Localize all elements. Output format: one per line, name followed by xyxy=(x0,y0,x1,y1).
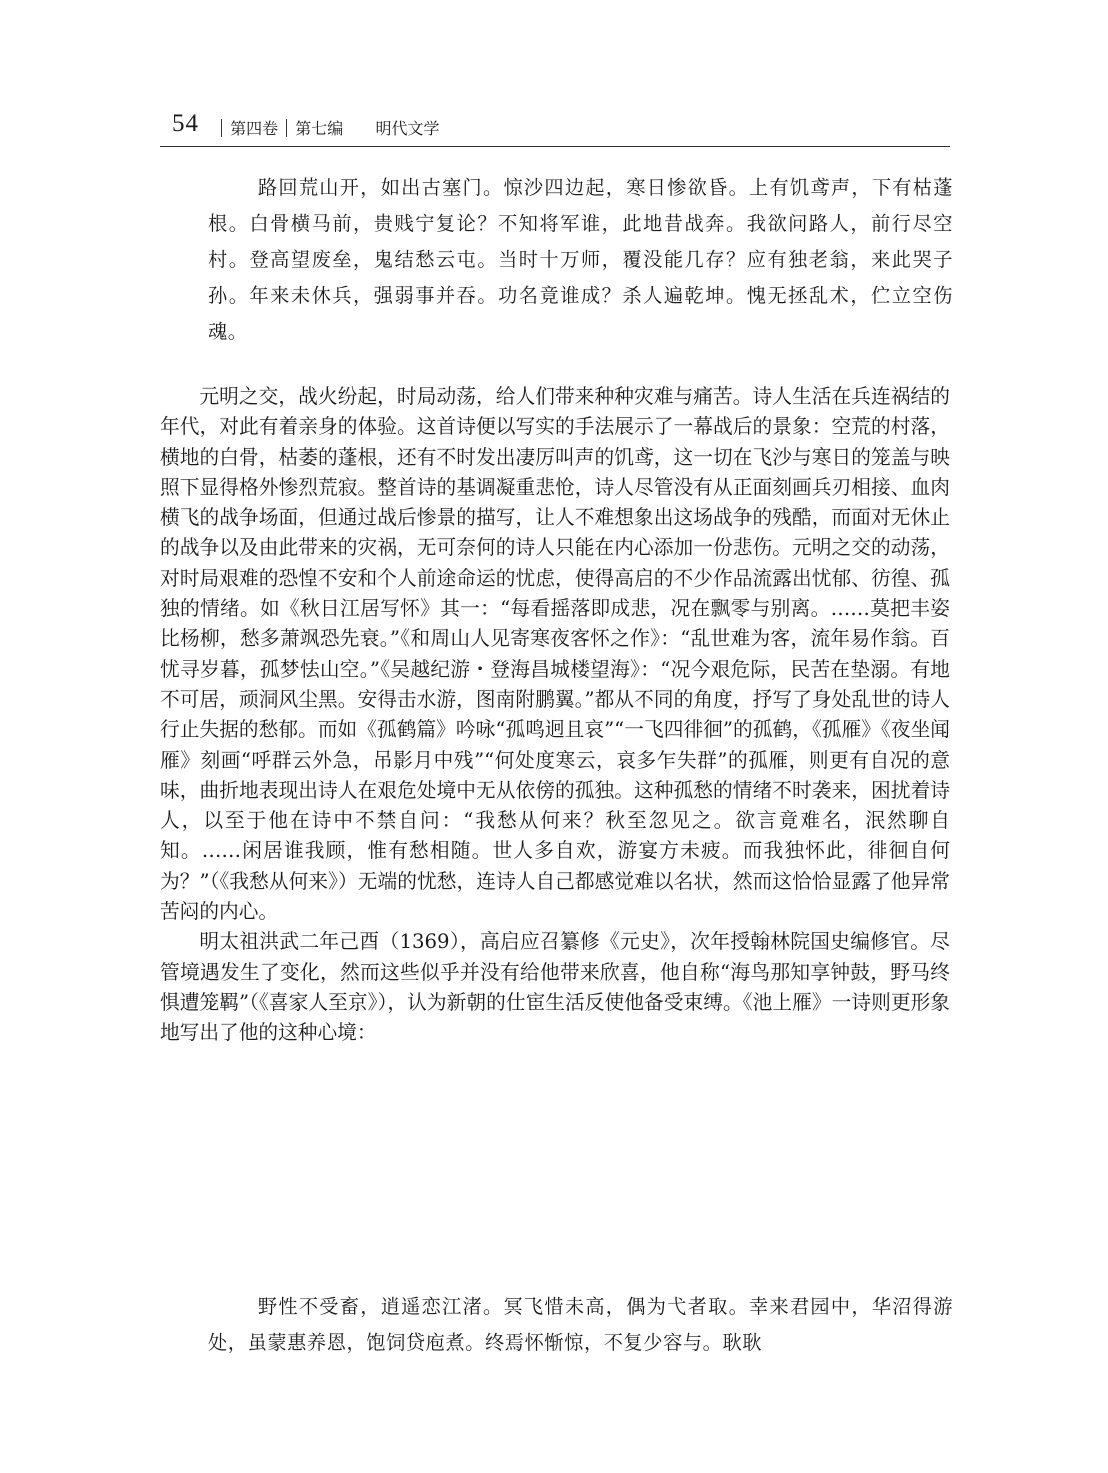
poem-quote-1 xyxy=(208,170,953,350)
header-divider xyxy=(221,119,222,137)
poem-text: 路回荒山开，如出古塞门。惊沙四边起，寒日惨欲昏。上有饥鸢声，下有枯蓬根。白骨横马前，贵贱宁复论？不知将军谁，此地昔战奔。我欲问路人，前行尽空村。登高望废垒，鬼结愁云屯。当时十万师，覆没能几存？应有独老翁，来此哭子孙。年来未休兵，强弱事并吞。功名竟谁成？杀人遍乾坤。愧无拯乱术，伫立空伤魂。 xyxy=(208,176,953,343)
running-header xyxy=(160,108,950,147)
part-label: 第七编 xyxy=(295,119,344,138)
section-title: 明代文学 xyxy=(375,119,440,138)
poem-text: 野性不受畜，逍遥恋江渚。冥飞惜未高，偶为弋者取。幸来君园中，华沼得游处，虽蒙惠养恩，饱饲贷庖煮。终焉怀惭惊，不复少容与。耿耿 xyxy=(208,1295,953,1354)
page-number: 54 xyxy=(172,110,199,137)
header-divider xyxy=(286,119,287,137)
body-text xyxy=(160,382,950,1049)
running-title xyxy=(218,116,440,139)
volume-label: 第四卷 xyxy=(230,119,279,138)
paragraph: 明太祖洪武二年己酉（1369），高启应召纂修《元史》，次年授翰林院国史编修官。尽管境遇发生了变化，然而这些似乎并没有给他带来欣喜，他自称“海鸟那知享钟鼓，野马终惧遭笼羁”（《喜家人至京》），认为新朝的仕宦生活反使他备受束缚。《池上雁》一诗则更形象地写出了他的这种心境： xyxy=(160,930,950,1045)
poem-quote-2 xyxy=(208,1289,953,1361)
paragraph: 元明之交，战火纷起，时局动荡，给人们带来种种灾难与痛苦。诗人生活在兵连祸结的年代，对此有着亲身的体验。这首诗便以写实的手法展示了一幕战后的景象：空荒的村落，横地的白骨，枯萎的蓬根，还有不时发出凄厉叫声的饥鸢，这一切在飞沙与寒日的笼盖与映照下显得格外惨烈荒寂。整首诗的基调凝重悲怆，诗人尽管没有从正面刻画兵刃相接、血肉横飞的战争场面，但通过战后惨景的描写，让人不难想象出这场战争的残酷，而面对无休止的战争以及由此带来的灾祸，无可奈何的诗人只能在内心添加一份悲伤。元明之交的动荡，对时局艰难的恐惶不安和个人前途命运的忧虑，使得高启的不少作品流露出忧郁、彷徨、孤独的情绪。如《秋日江居写怀》其一：“每看摇落即成悲，况在飘零与别离。……莫把丰姿比杨柳，愁多萧飒恐先衰。”《和周山人见寄寒夜客怀之作》：“乱世难为客，流年易作翁。百忧寻岁暮，孤梦怯山空。”《吴越纪游・登海昌城楼望海》：“况今艰危际，民苦在垫溺。有地不可居，顽洞风尘黑。安得击水游，图南附鹏翼。”都从不同的角度，抒写了身处乱世的诗人行止失据的愁郁。而如《孤鹤篇》吟咏“孤鸣迥且哀”“一飞四徘徊”的孤鹤，《孤雁》《夜坐闻雁》刻画“呼群云外急，吊影月中残”“何处度寒云，哀多乍失群”的孤雁，则更有自况的意味，曲折地表现出诗人在艰危处境中无从依傍的孤独。这种孤愁的情绪不时袭来，困扰着诗人，以至于他在诗中不禁自问：“我愁从何来？秋至忽见之。欲言竟难名，泯然聊自知。……闲居谁我顾，惟有愁相随。世人多自欢，游宴方未疲。而我独怀此，徘徊自何为？”（《我愁从何来》）无端的忧愁，连诗人自己都感觉难以名状，然而这恰恰显露了他异常苦闷的内心。 xyxy=(160,385,950,924)
